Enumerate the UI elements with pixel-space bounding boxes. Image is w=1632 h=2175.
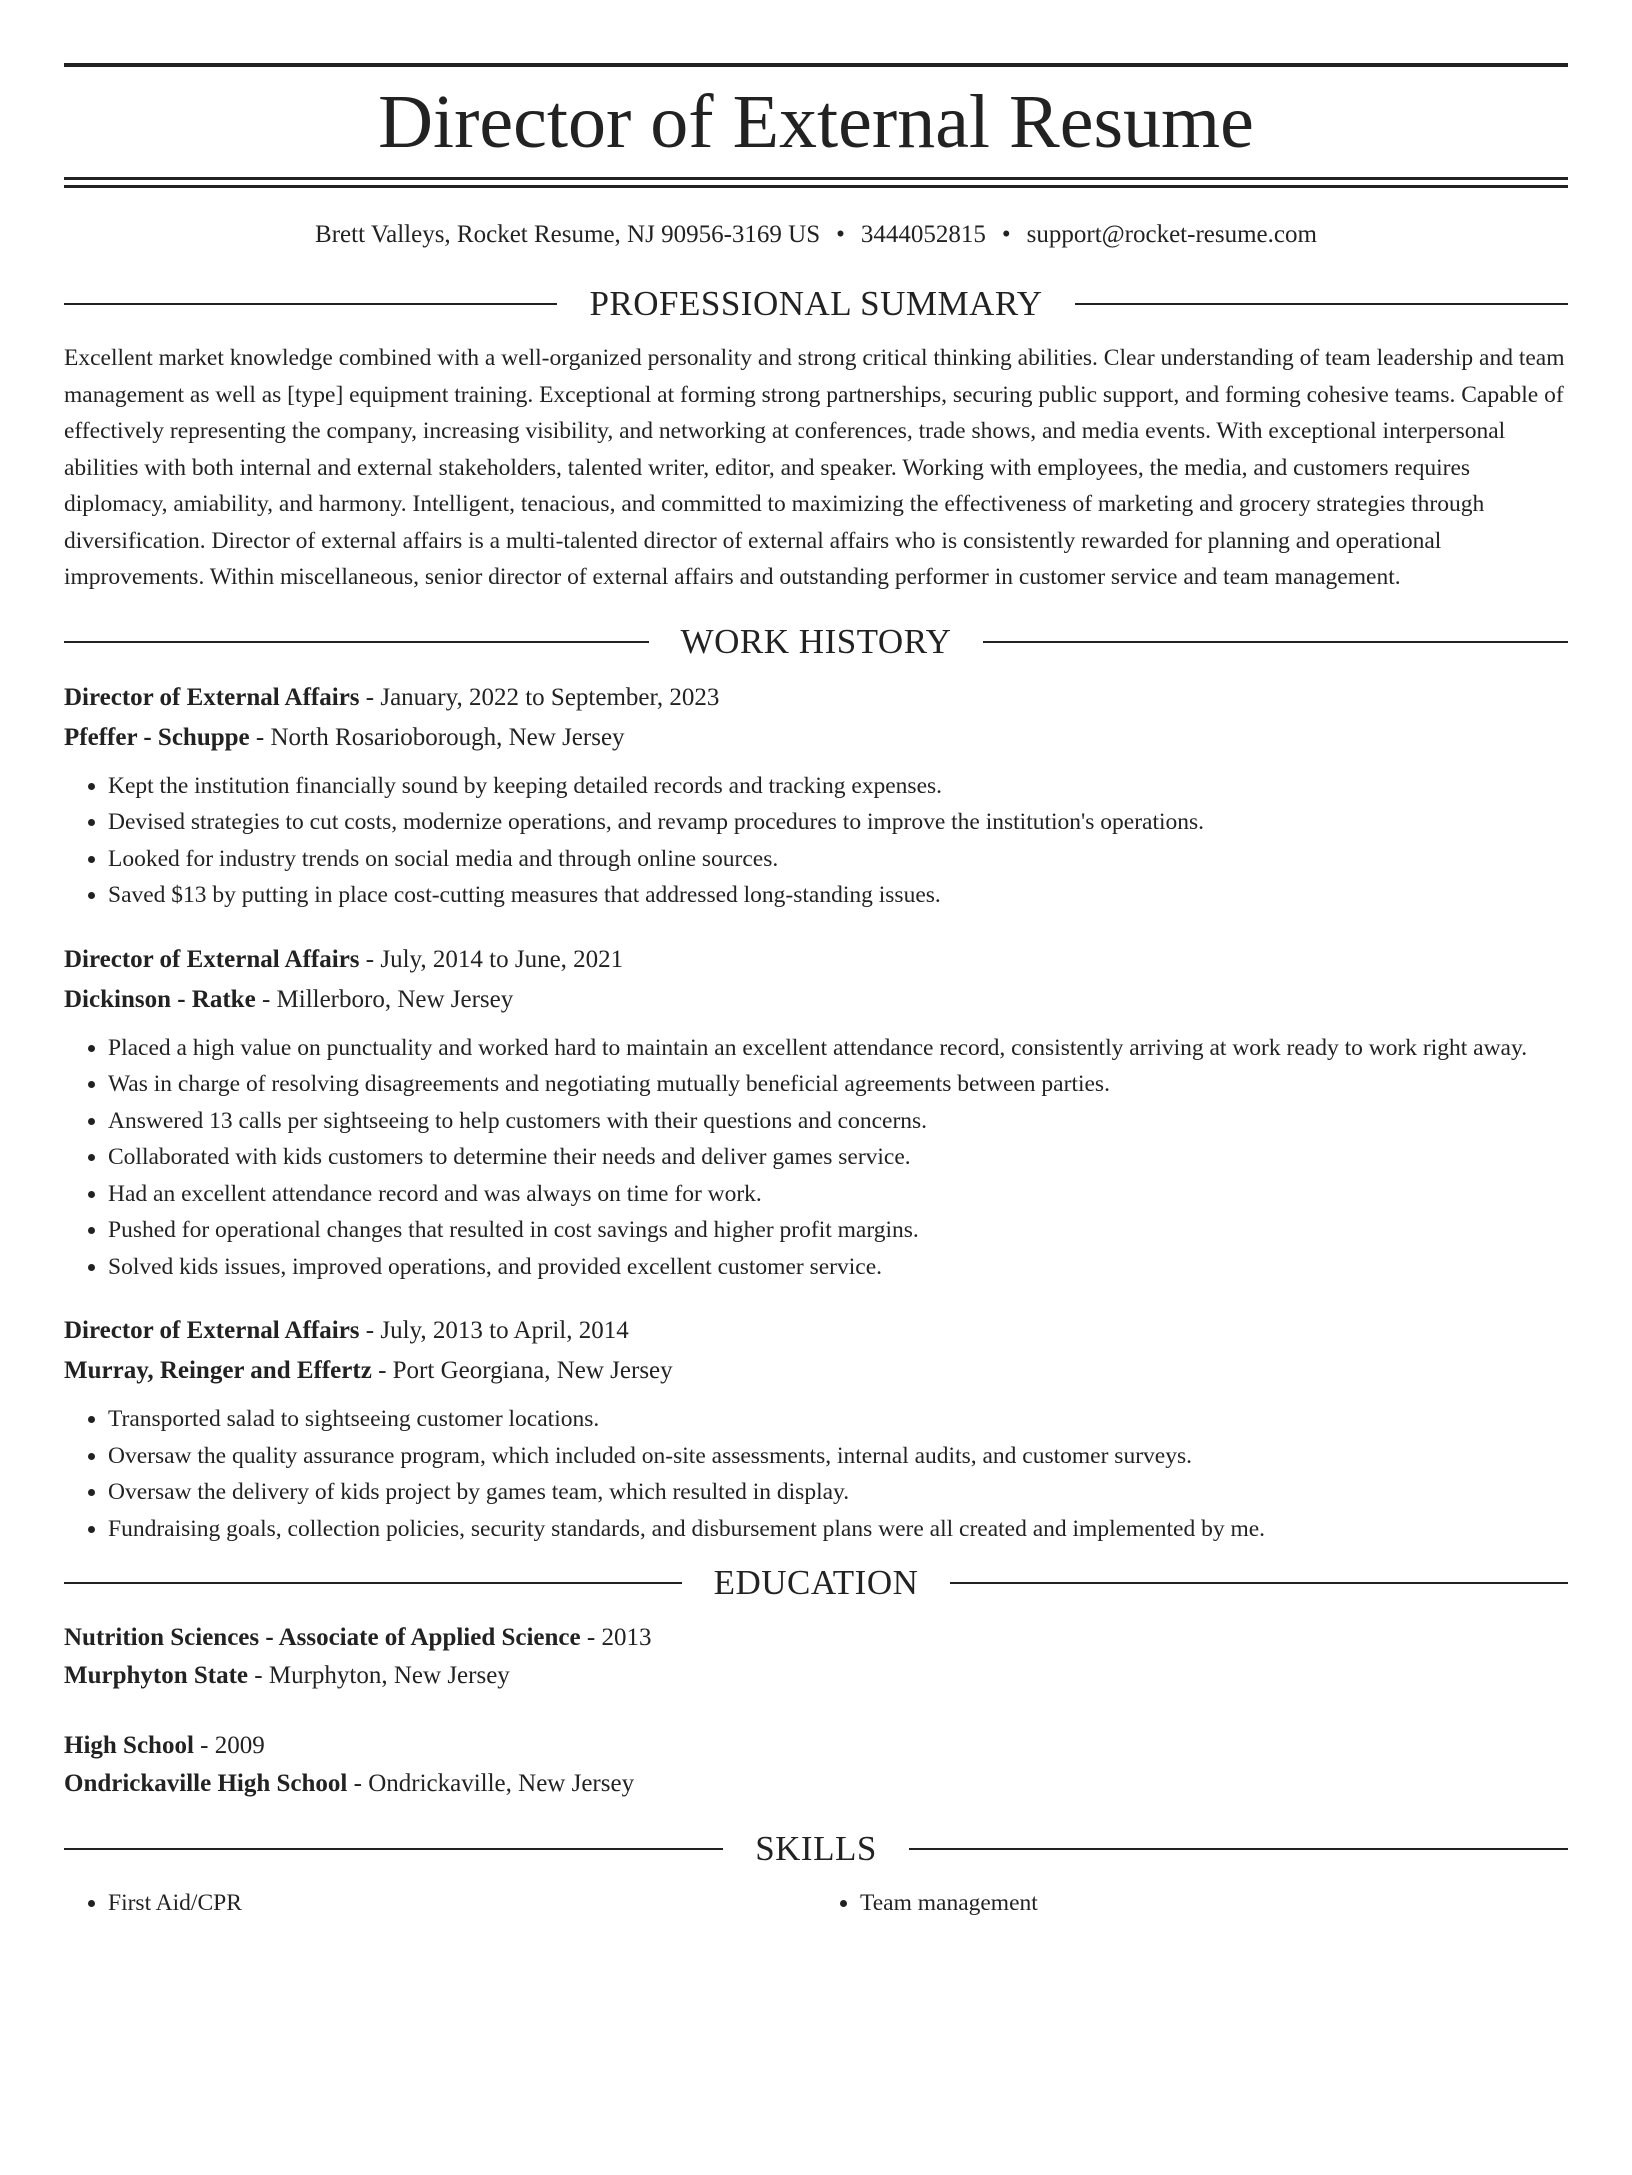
job-bullets <box>64 1401 1568 1547</box>
resume-title: Director of External Resume <box>378 80 1254 164</box>
contact-separator: • <box>1001 221 1011 248</box>
job-entry <box>64 1311 1568 1547</box>
job-bullet: • Fundraising goals, collection policies, security standards, and disbursement plans were all created and implemented by me. <box>108 1511 1568 1548</box>
job-title: Director of External Affairs <box>64 683 360 711</box>
section-title-skills: SKILLS <box>755 1829 877 1868</box>
job-dates: - January, 2022 to September, 2023 <box>359 683 720 711</box>
heading-rule-right <box>983 641 1568 643</box>
job-company: Dickinson - Ratke <box>64 985 256 1013</box>
job-bullets <box>64 1030 1568 1286</box>
education-location: - Murphyton, New Jersey <box>248 1662 510 1689</box>
skills-list <box>64 1885 1568 1921</box>
job-location: - Millerboro, New Jersey <box>255 985 514 1013</box>
job-title: Director of External Affairs <box>64 1317 360 1344</box>
job-bullet: • Was in charge of resolving disagreements and negotiating mutually beneficial agreements between parties. <box>108 1066 1568 1103</box>
job-title-line <box>64 1311 1568 1351</box>
heading-rule-right <box>1075 303 1568 305</box>
section-title-education: EDUCATION <box>713 1563 919 1602</box>
resume-page <box>0 63 1632 2175</box>
job-bullet: • Saved $13 by putting in place cost-cutting measures that addressed long-standing issues. <box>108 877 1568 914</box>
job-entry <box>64 678 1568 914</box>
heading-rule-left <box>64 1848 723 1850</box>
section-heading-summary <box>64 284 1568 324</box>
job-company-line <box>64 718 1568 758</box>
job-bullet: • Collaborated with kids customers to determine their needs and deliver games service. <box>108 1139 1568 1176</box>
job-title-line <box>64 678 1568 718</box>
job-bullet: • Transported salad to sightseeing customer locations. <box>108 1401 1568 1438</box>
job-location: - North Rosarioborough, New Jersey <box>249 723 625 751</box>
job-bullet: • Answered 13 calls per sightseeing to help customers with their questions and concerns. <box>108 1103 1568 1140</box>
job-bullet: • Kept the institution financially sound by keeping detailed records and tracking expenses. <box>108 768 1568 805</box>
job-bullet: • Placed a high value on punctuality and worked hard to maintain an excellent attendance record, consistently arriving at work ready to work right away. <box>108 1030 1568 1067</box>
education-entry <box>64 1619 1568 1695</box>
contact-address: Brett Valleys, Rocket Resume, NJ 90956-3169 US <box>315 221 821 248</box>
education-year: - 2013 <box>580 1624 652 1651</box>
section-heading-education <box>64 1563 1568 1603</box>
job-company: Murray, Reinger and Effertz <box>64 1357 372 1384</box>
heading-rule-right <box>950 1582 1568 1584</box>
contact-email: support@rocket-resume.com <box>1026 221 1317 248</box>
education-school: Ondrickaville High School <box>64 1770 348 1797</box>
section-title-summary: PROFESSIONAL SUMMARY <box>589 284 1043 323</box>
contact-separator: • <box>836 221 845 248</box>
job-bullet: • Solved kids issues, improved operations, and provided excellent customer service. <box>108 1249 1568 1286</box>
section-title-work: WORK HISTORY <box>680 621 952 661</box>
heading-rule-left <box>64 641 649 643</box>
job-entry <box>64 940 1568 1286</box>
education-location: - Ondrickaville, New Jersey <box>347 1770 635 1797</box>
job-bullet: • Looked for industry trends on social media and through online sources. <box>108 841 1568 878</box>
job-dates: - July, 2014 to June, 2021 <box>359 945 624 973</box>
heading-rule-right <box>909 1848 1568 1850</box>
skills-column-right <box>816 1885 1568 1921</box>
section-heading-skills <box>64 1829 1568 1869</box>
skill-item: • Team management <box>860 1885 1568 1921</box>
education-degree-line <box>64 1619 1568 1657</box>
education-degree: High School <box>64 1732 194 1759</box>
job-bullets <box>64 768 1568 914</box>
job-title-line <box>64 940 1568 980</box>
job-bullet: • Pushed for operational changes that resulted in cost savings and higher profit margins. <box>108 1212 1568 1249</box>
job-company-line <box>64 980 1568 1020</box>
skills-column-left <box>64 1885 816 1921</box>
education-degree-line <box>64 1727 1568 1765</box>
job-title: Director of External Affairs <box>64 945 360 973</box>
education-school-line <box>64 1657 1568 1695</box>
education-entry <box>64 1727 1568 1803</box>
summary-paragraph: Excellent market knowledge combined with a well-organized personality and strong critical thinking abilities. Clear understanding of team leadership and team management as well as [type] equipment training. Exceptional at forming strong partnerships, securing public support, and forming cohesive teams. Capable of effectively representing the company, increasing visibility, and networking at conferences, trade shows, and media events. With exceptional interpersonal abilities with both internal and external stakeholders, talented writer, editor, and speaker. Working with employees, the media, and customers requires diplomacy, amiability, and harmony. Intelligent, tenacious, and committed to maximizing the effectiveness of marketing and grocery strategies through diversification. Director of external affairs is a multi-talented director of external affairs who is consistently rewarded for planning and operational improvements. Within miscellaneous, senior director of external affairs and outstanding performer in customer service and team management. <box>64 345 1565 590</box>
education-school: Murphyton State <box>64 1662 249 1689</box>
contact-line <box>64 220 1568 250</box>
job-bullet: • Had an excellent attendance record and was always on time for work. <box>108 1176 1568 1213</box>
heading-rule-left <box>64 303 557 305</box>
contact-phone: 3444052815 <box>860 221 986 248</box>
job-bullet: • Devised strategies to cut costs, modernize operations, and revamp procedures to improve the institution's operations. <box>108 804 1568 841</box>
heading-rule-left <box>64 1582 682 1584</box>
section-heading-work <box>64 622 1568 662</box>
job-bullet: • Oversaw the delivery of kids project by games team, which resulted in display. <box>108 1474 1568 1511</box>
job-bullet: • Oversaw the quality assurance program, which included on-site assessments, internal audits, and customer surveys. <box>108 1438 1568 1475</box>
job-dates: - July, 2013 to April, 2014 <box>359 1317 629 1344</box>
job-company: Pfeffer - Schuppe <box>64 723 250 751</box>
job-location: - Port Georgiana, New Jersey <box>371 1357 673 1384</box>
education-year: - 2009 <box>193 1732 265 1759</box>
job-company-line <box>64 1351 1568 1391</box>
title-double-divider <box>64 177 1568 188</box>
education-school-line <box>64 1765 1568 1803</box>
education-degree: Nutrition Sciences - Associate of Applied Science <box>64 1624 581 1651</box>
skill-item: • First Aid/CPR <box>108 1885 816 1921</box>
